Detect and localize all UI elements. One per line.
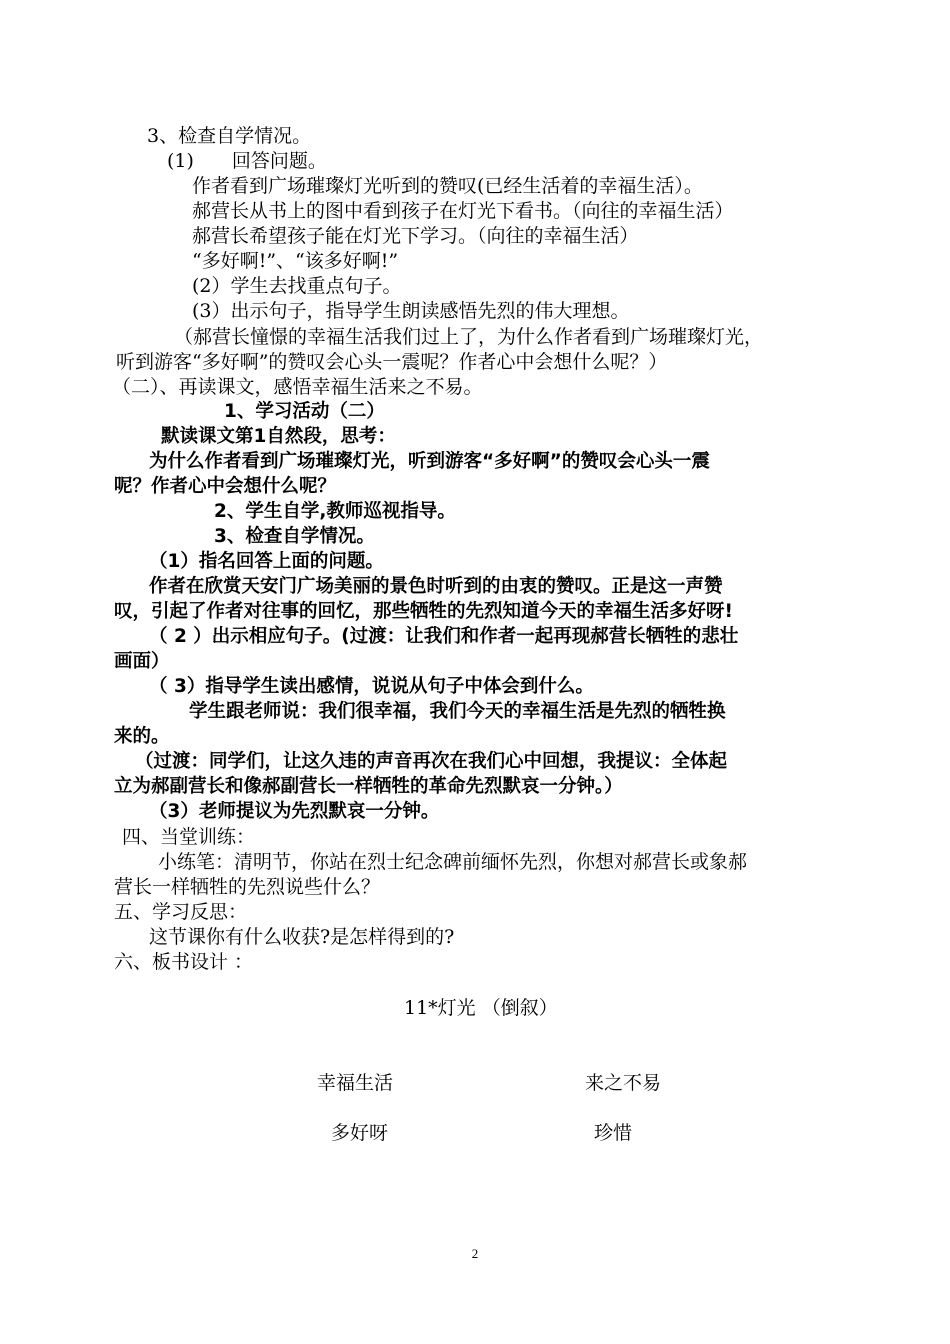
- text-line: 2、学生自学,教师巡视指导。: [214, 501, 456, 522]
- board-title: 11*灯光 （倒叙）: [404, 997, 558, 1019]
- section-heading: 四、当堂训练：: [122, 826, 256, 848]
- board-item: 珍惜: [594, 1122, 633, 1144]
- text-line: 郝营长希望孩子能在灯光下学习。（向往的幸福生活）: [192, 225, 639, 247]
- text-line: 学生跟老师说：我们很幸福，我们今天的幸福生活是先烈的牺牲换: [189, 701, 726, 722]
- text-line: 1、学习活动（二）: [224, 401, 385, 422]
- text-line: 画面）: [114, 651, 170, 672]
- text-line: 3、检查自学情况。: [147, 125, 312, 147]
- text-line: (3）出示句子，指导学生朗读感悟先烈的伟大理想。: [192, 300, 630, 322]
- text-line: （1）指名回答上面的问题。: [149, 551, 384, 572]
- text-line: 叹，引起了作者对往事的回忆，那些牺牲的先烈知道今天的幸福生活多好呀!: [114, 601, 733, 622]
- text-line: 来的。: [114, 726, 170, 747]
- section-heading: 六、板书设计 ：: [114, 951, 254, 973]
- text-line: （ 3）指导学生读出感情，说说从句子中体会到什么。: [149, 676, 594, 697]
- board-item: 多好呀: [331, 1122, 389, 1144]
- text-line: 呢？作者心中会想什么呢？: [114, 476, 337, 497]
- text-line: 3、检查自学情况。: [214, 526, 375, 547]
- text-line: (1) 回答问题。: [167, 150, 327, 172]
- text-line: (2）学生去找重点句子。: [192, 275, 402, 297]
- text-line: 听到游客“多好啊”的赞叹会心头一震呢？作者心中会想什么呢？）: [116, 351, 668, 373]
- text-line: 作者看到广场璀璨灯光听到的赞叹(已经生活着的幸福生活）。: [192, 175, 703, 197]
- text-line: （ 2 ）出示相应句子。(过渡：让我们和作者一起再现郝营长牺牲的悲壮: [149, 626, 739, 647]
- section-heading: 五、学习反思：: [114, 901, 248, 923]
- text-line: 这节课你有什么收获?是怎样得到的?: [149, 926, 455, 948]
- page-number: 2: [471, 1246, 479, 1261]
- text-line: （郝营长憧憬的幸福生活我们过上了，为什么作者看到广场璀璨灯光，: [174, 326, 764, 348]
- text-line: 为什么作者看到广场璀璨灯光，听到游客“多好啊”的赞叹会心头一震: [149, 451, 710, 472]
- text-line: 小练笔：清明节，你站在烈士纪念碑前缅怀先烈，你想对郝营长或象郝: [158, 851, 748, 873]
- text-line: （过渡：同学们，让这久违的声音再次在我们心中回想，我提议：全体起: [135, 751, 728, 772]
- text-line: （3）老师提议为先烈默哀一分钟。: [149, 801, 440, 822]
- text-line: 营长一样牺牲的先烈说些什么？: [114, 876, 381, 898]
- section-heading: （二）、再读课文，感悟幸福生活来之不易。: [112, 376, 483, 398]
- board-item: 来之不易: [585, 1072, 662, 1094]
- text-line: 作者在欣赏天安门广场美丽的景色时听到的由衷的赞叹。正是这一声赞: [149, 576, 723, 597]
- text-line: 默读课文第1自然段，思考：: [161, 426, 396, 447]
- text-line: 郝营长从书上的图中看到孩子在灯光下看书。（向往的幸福生活）: [192, 200, 734, 222]
- text-line: 立为郝副营长和像郝副营长一样牺牲的革命先烈默哀一分钟。）: [114, 776, 623, 797]
- board-item: 幸福生活: [317, 1072, 394, 1094]
- text-line: “多好啊!”、“该多好啊!”: [192, 250, 399, 272]
